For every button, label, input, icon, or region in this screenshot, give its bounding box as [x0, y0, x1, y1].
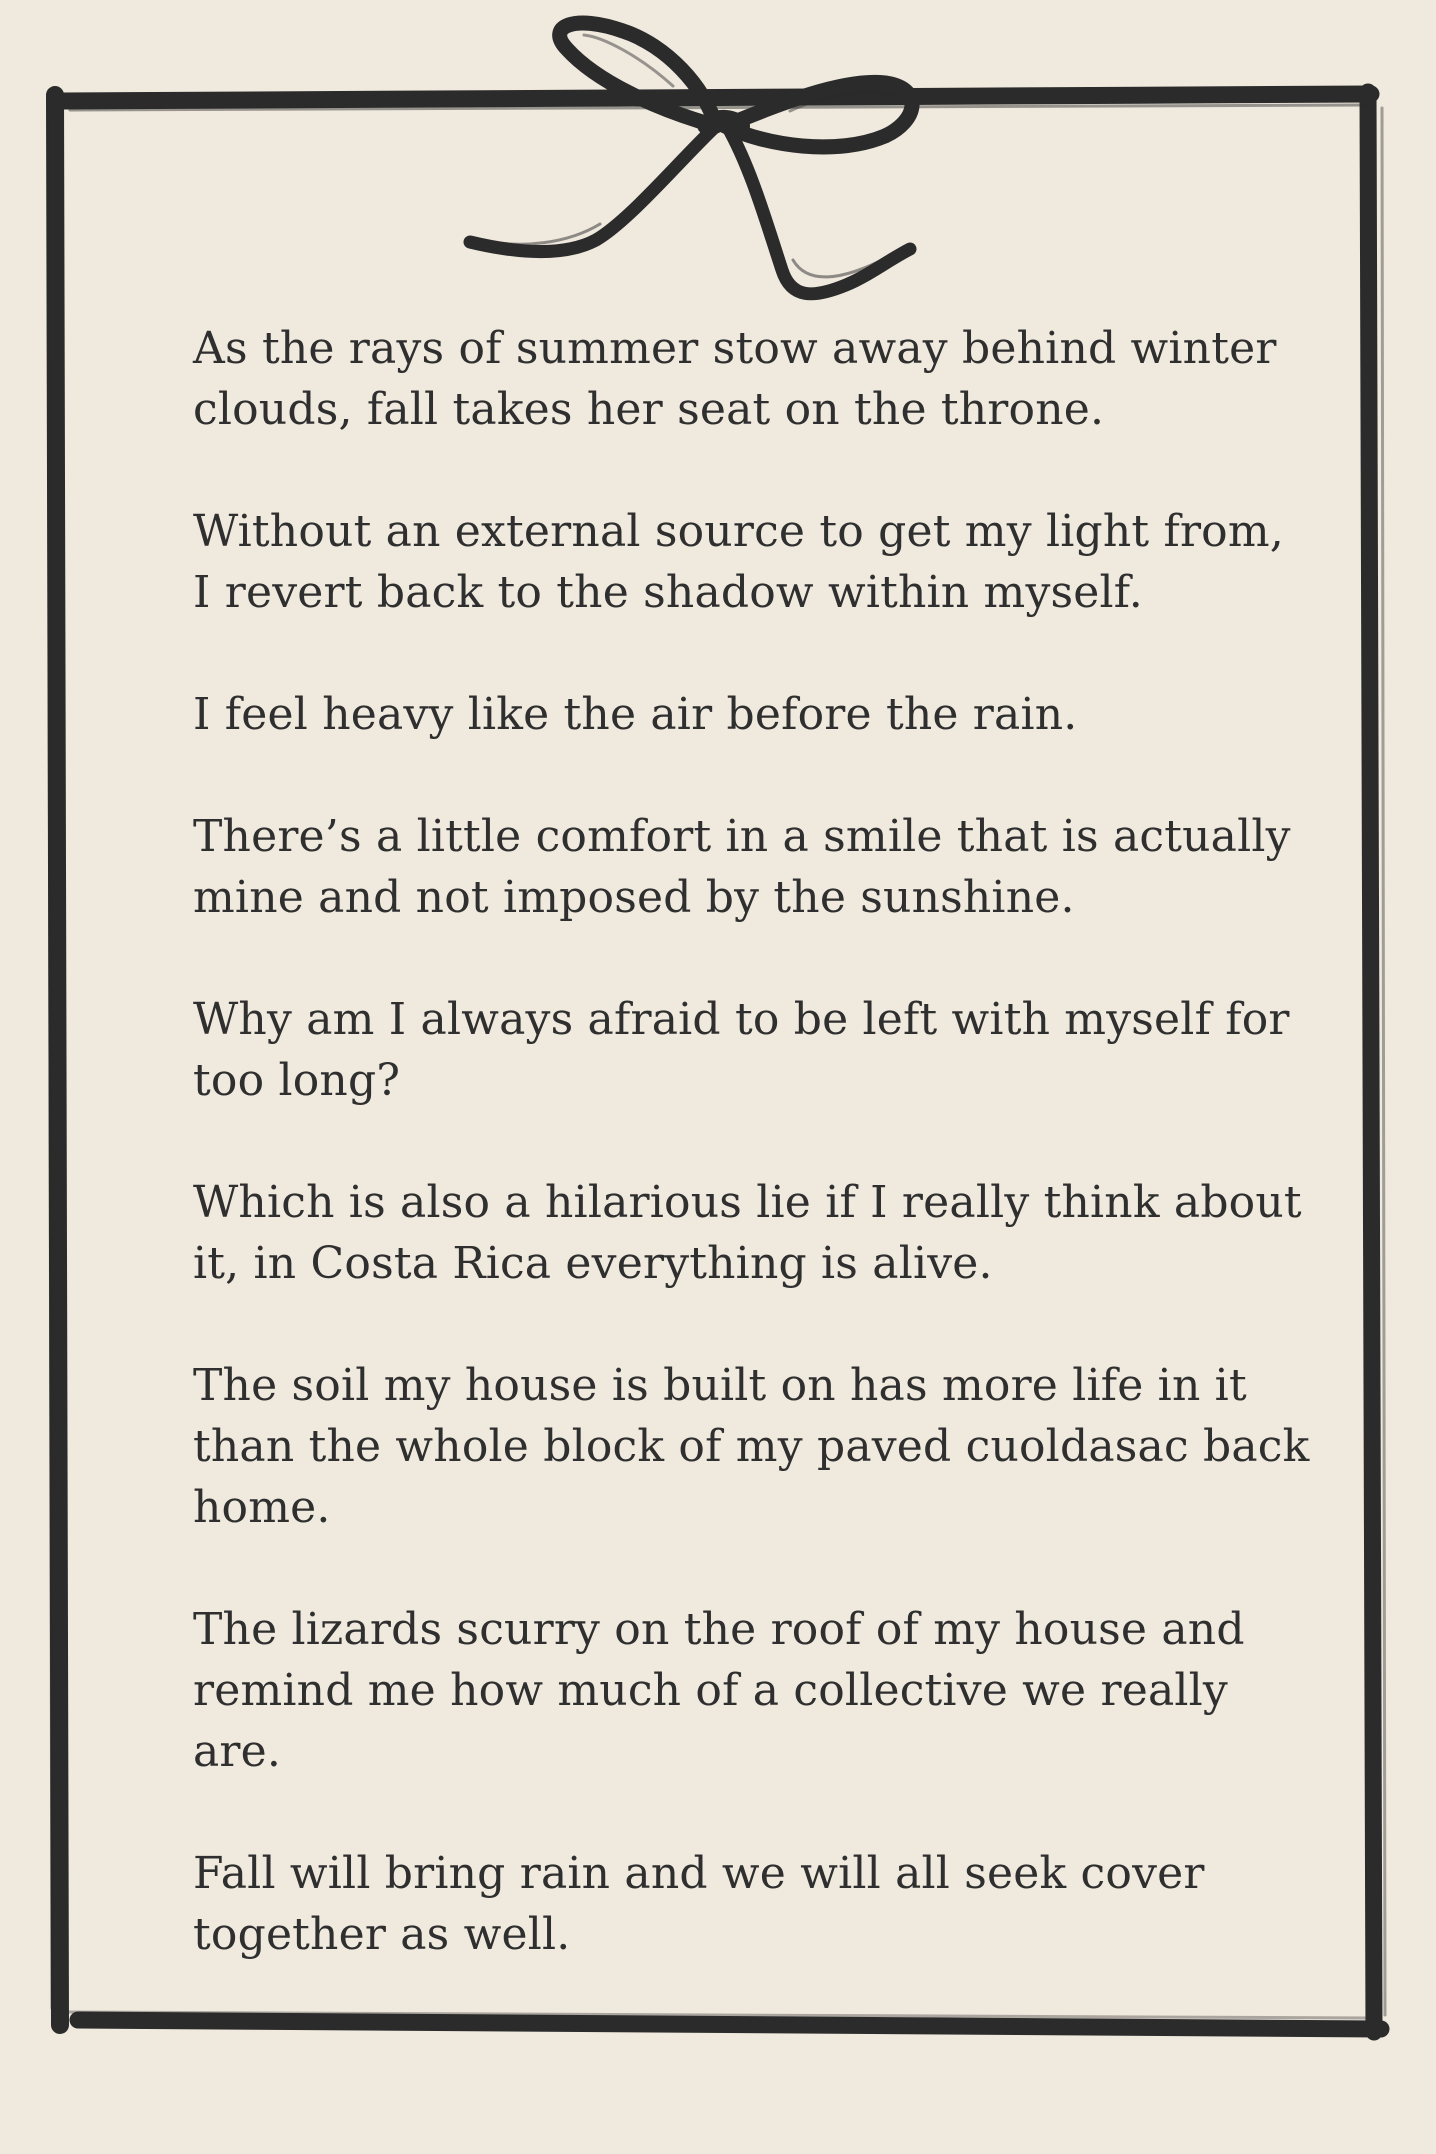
poem-paragraph-1: As the rays of summer stow away behind winter clouds, fall takes her seat on the throne.: [193, 323, 1277, 435]
poem-paragraph-4: There’s a little comfort in a smile that is actually mine and not imposed by the sunshine.: [193, 811, 1291, 923]
poem-paragraph-6: Which is also a hilarious lie if I really think about it, in Costa Rica everything is alive.: [193, 1177, 1302, 1289]
bow-icon: [470, 23, 912, 294]
poem-paragraph-2: Without an external source to get my light from, I revert back to the shadow within myself.: [193, 506, 1284, 618]
poem-text: [193, 318, 1313, 2026]
poem-paragraph-7: The soil my house is built on has more life in it than the whole block of my paved cuoldasac back home.: [193, 1360, 1310, 1533]
poem-paragraph-5: Why am I always afraid to be left with myself for too long?: [193, 994, 1290, 1106]
poem-paragraph-3: I feel heavy like the air before the rain.: [193, 689, 1078, 740]
poem-paragraph-9: Fall will bring rain and we will all seek cover together as well.: [193, 1848, 1205, 1960]
poem-paragraph-8: The lizards scurry on the roof of my house and remind me how much of a collective we really are.: [193, 1604, 1245, 1777]
